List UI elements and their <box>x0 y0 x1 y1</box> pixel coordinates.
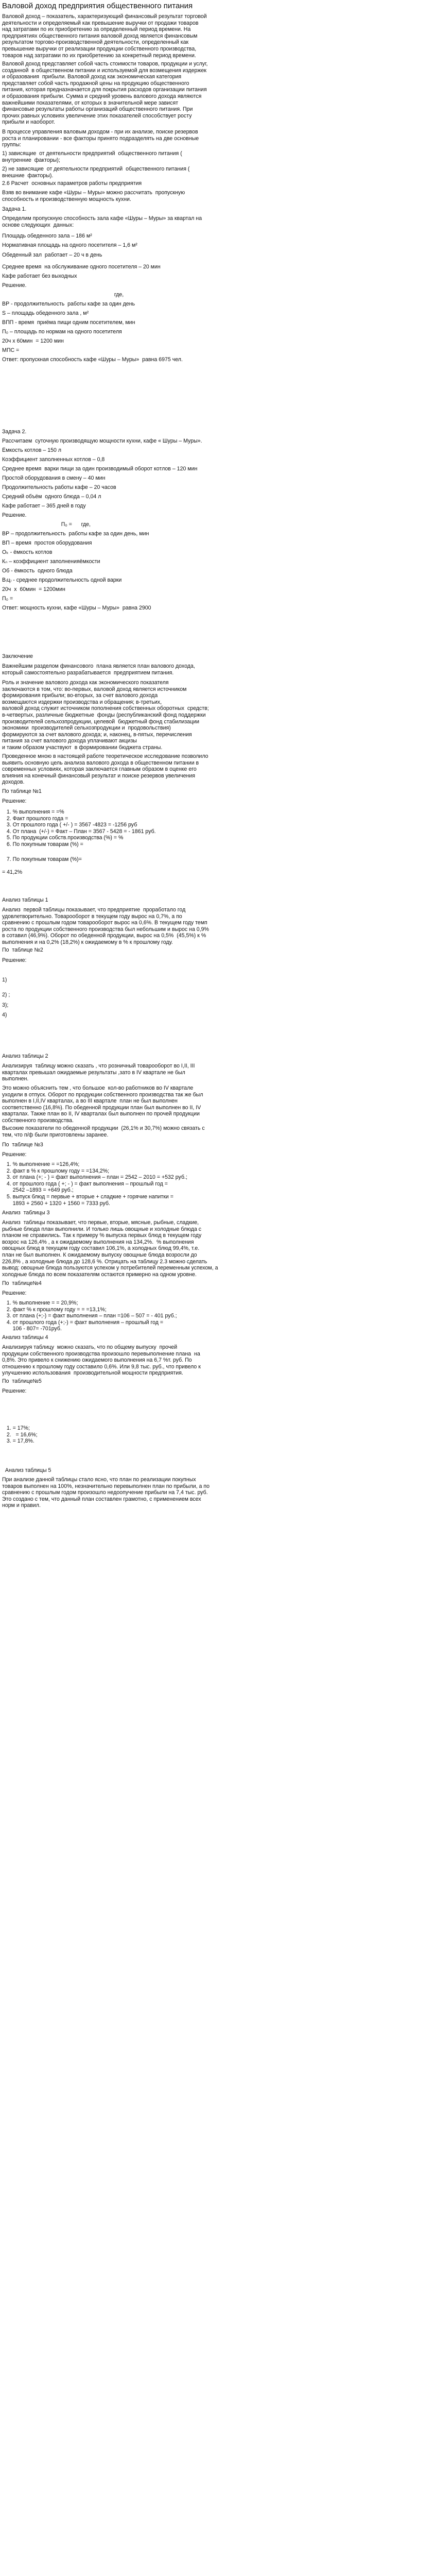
paragraph <box>2 282 434 289</box>
text-line: 3. От прошлого года ( +/- ) = 3567 -4823 = -1256 руб <box>2 822 137 828</box>
text-line: Важнейшим разделом финансового плана является план валового дохода, <box>2 663 195 669</box>
text-line: внутренние факторы); <box>2 157 60 163</box>
text-line: группы: <box>2 142 21 148</box>
text-line: план не был выполнен. К ожидаемому выпуску овощные блюда возросли до <box>2 1251 197 1258</box>
text-line: роста по продукции собственного производства был небольшим и вырос на 0,9% <box>2 926 209 933</box>
text-line: 4) <box>2 1012 7 1018</box>
paragraph <box>2 438 434 445</box>
text-line: и образования прибыли. Сумма и средний уровень валового дохода являются <box>2 93 202 99</box>
text-line: Среднее время на обслуживание одного посетителя – 20 мин <box>2 264 161 270</box>
text-line: S – площадь обеденного зала , м² <box>2 310 89 316</box>
text-line: Анализ таблицы показывает, что первые, вторые, мясные, рыбные, сладкие, <box>2 1219 199 1226</box>
paragraph <box>2 1151 434 1158</box>
text-line: 5. выпуск блюд = первые + вторые + сладкие + горячие напитки = <box>2 1193 173 1200</box>
text-line: Об - ёмкость одного блюда <box>2 568 73 574</box>
text-line: вывод: овощные блюда пользуются успехом у потребителей переменным успехом, а <box>2 1265 218 1272</box>
text-line: МПС = <box>2 347 20 353</box>
text-line: 1. % выполнение = = 20,9%; <box>2 1300 78 1306</box>
text-line: улучшению использования производительной мощности предприятия. <box>2 1370 183 1377</box>
text-line: Это создано с тем, что данный план составлен грамотно, с применением всех <box>2 1496 201 1502</box>
text-line: производителей сельхозпродукции, целевой бюджетный фонд стабилизации <box>2 718 200 725</box>
text-line: 3. = 17,8%. <box>2 1438 34 1445</box>
paragraph <box>2 357 434 363</box>
paragraph <box>2 540 434 547</box>
text-line: прочих равных условиях увеличение этих показателей способствует росту <box>2 112 192 119</box>
paragraph <box>2 273 434 280</box>
text-line: удовлетворительно. Товарооборот в текущем году вырос на 0,7%, а по <box>2 913 182 920</box>
text-line: Решение: <box>2 798 27 804</box>
paragraph <box>2 466 434 472</box>
text-line: экономики производителей сельхозпродукции и продовольствия) <box>2 725 171 732</box>
text-line: 4. От плана (+/-) = Факт – План = 3567 - 5428 = - 1861 руб. <box>2 828 156 835</box>
text-line: планом не справились. Так к примеру % выпуска первых блюд в текущем году <box>2 1232 202 1239</box>
text-line: основе следующих данных: <box>2 222 74 228</box>
text-line: Анализ таблицы 2 <box>2 1053 48 1059</box>
paragraph <box>2 512 434 519</box>
paragraph <box>2 215 434 228</box>
text-line: 2542 –1893 = +649 руб.; <box>2 1187 74 1194</box>
text-line: питания, которая предназначается для покрытия расходов организации питания <box>2 87 207 93</box>
text-line: важнейшими показателями, от которых в значительной мере зависят <box>2 99 179 106</box>
text-line: доходов. <box>2 779 25 786</box>
text-line: возрос на 126,4% , а к ожидаемому выполнения на 134,2%. % выполнения <box>2 1239 194 1245</box>
text-line: Рассчитаем суточную производящую мощности кухни, кафе « Шуры – Муры». <box>2 438 202 444</box>
text-line: 6. По покупным товарам (%) = <box>2 841 83 848</box>
text-line: ВПП - время приёма пищи одним посетителем, мин <box>2 319 135 326</box>
paragraph <box>2 180 434 187</box>
text-line: предприятиях общественного питания валовой доход является финансовым <box>2 32 198 39</box>
text-line: продукции собственного производства произошло перевыполнение плана на <box>2 1350 200 1357</box>
text-line: 4. от прошлого года (+;-) = факт выполнения – прошлый год = <box>2 1319 164 1326</box>
paragraph <box>2 1290 434 1297</box>
text-line: 2. = 16,6%; <box>2 1431 38 1438</box>
text-line: сравнению с прошлым годом товарооборот вырос на 0,6%. В текущем году темп <box>2 920 207 926</box>
text-line: 20ч х 60мин = 1200мин <box>2 586 65 592</box>
paragraph <box>2 1132 434 1139</box>
paragraph <box>2 856 434 863</box>
text-line: рыбные блюда план выполнили. И только лишь овощные и холодные блюда с <box>2 1226 202 1232</box>
text-line: П₀ = где, <box>2 521 91 528</box>
text-line: финансовые результаты работы организаций общественного питания. При <box>2 106 193 113</box>
paragraph <box>2 150 434 163</box>
text-line: 2) ; <box>2 992 10 998</box>
text-line: который самостоятельно разрабатывается предприятием питания. <box>2 669 174 676</box>
paragraph <box>2 568 434 574</box>
paragraph <box>2 521 434 528</box>
text-line: Решение: <box>2 957 27 963</box>
text-line: 3); <box>2 1002 9 1008</box>
text-line: Обеденный зал работает – 20 ч в день <box>2 252 102 258</box>
text-line: выполнен. <box>2 1076 29 1082</box>
text-line: созданной в общественном питании и используемой для возмещения издержек <box>2 67 207 74</box>
paragraph <box>2 558 434 565</box>
paragraph <box>2 13 434 59</box>
text-line: Анализируя таблицу можно сказать , что розничный товарооборот во I,II, III <box>2 1063 195 1069</box>
paragraph <box>2 992 434 998</box>
text-line: 4. от прошлого года ( +; - ) = факт выполнения – прошлый год = <box>2 1180 168 1187</box>
text-line: сравнению с прошлым годом произошло недоопучение прибыли на 7,4 тыс. руб. <box>2 1489 208 1496</box>
paragraph <box>2 1467 434 1474</box>
text-line: 1893 + 2560 + 1320 + 1560 = 7333 руб. <box>2 1200 110 1207</box>
text-line: отношению к прошлому году составило 0,6%. Или 9,8 тыс. руб., что привело к <box>2 1363 201 1370</box>
paragraph <box>2 264 434 270</box>
text-line: Анализ таблицы 1 <box>2 897 48 903</box>
text-line: 1. % выполнение = =126,4%; <box>2 1161 80 1167</box>
paragraph <box>2 319 434 326</box>
text-line: представляет собой часть продажной цены на продукцию общественного <box>2 80 189 87</box>
text-line: 1) <box>2 977 7 983</box>
paragraph <box>2 196 434 203</box>
text-line: По таблице №3 <box>2 1142 43 1148</box>
paragraph <box>2 653 434 660</box>
text-line: 7. По покупным товарам (%)= <box>2 856 82 862</box>
text-line: Определим пропускную способность зала кафе «Шуры – Муры» за квартал на <box>2 215 202 222</box>
paragraph <box>2 1002 434 1009</box>
text-line: Площадь обеденного зала – 186 м² <box>2 233 92 239</box>
text-line: Оₖ - ёмкость котлов <box>2 549 53 555</box>
paragraph <box>2 596 434 602</box>
text-line: ВР – продолжительность работы кафе за один день, мин <box>2 531 149 537</box>
text-line: собственного производства. <box>2 1117 74 1124</box>
text-line: 5. По продукции собств.производства (%) = % <box>2 835 124 841</box>
text-line: кварталах. Также план во II, IV кварталах был выполнен по прочей продукции <box>2 1111 200 1117</box>
text-line: Кафе работает без выходных <box>2 273 77 279</box>
paragraph <box>2 531 434 537</box>
paragraph <box>2 475 434 482</box>
text-line: В₍ц₎ - среднее продолжительность одной варки <box>2 577 122 583</box>
text-line: товаров над затратами по их приобретению за конкретный период времени. <box>2 52 196 59</box>
text-line: 0,8%. Это привело к снижению ожидаемого выполнения на 6,7 %т. руб. По <box>2 1357 192 1364</box>
text-line: Анализ таблицы 3 <box>2 1210 50 1216</box>
text-line: Ёмкость котлов – 150 л <box>2 447 62 453</box>
text-line: Роль и значение валового дохода как экономического показателя <box>2 680 169 686</box>
paragraph <box>2 809 434 848</box>
paragraph <box>2 129 434 148</box>
text-line: 1. % выполнения = =% <box>2 809 64 815</box>
text-line: Нормативная площадь на одного посетителя – 1,6 м² <box>2 242 137 248</box>
paragraph <box>2 798 434 805</box>
text-line: Анализ таблицы 4 <box>2 1334 48 1341</box>
text-line: Решение: <box>2 1151 27 1158</box>
text-line: Продолжительность работы кафе – 20 часов <box>2 484 116 490</box>
paragraph <box>2 1477 434 1509</box>
paragraph <box>2 907 434 946</box>
text-line: 1) зависящие от деятельности предприятий общественного питания ( <box>2 150 182 157</box>
paragraph <box>2 663 434 676</box>
text-line: Взяв во внимание кафе «Шуры – Муры» можно рассчитать пропускную <box>2 190 185 196</box>
text-line: Заключение <box>2 653 33 659</box>
text-line: деятельности и определяемый как превышение выручки от продажи товаров <box>2 20 199 26</box>
text-line: Решение: <box>2 1290 27 1296</box>
text-line: прибыли и наоборот. <box>2 119 55 126</box>
paragraph <box>2 897 434 904</box>
paragraph <box>2 1280 434 1287</box>
paragraph <box>2 549 434 556</box>
text-line: П₀ – площадь по нормам на одного посетителя <box>2 329 122 335</box>
paragraph <box>2 1378 434 1385</box>
text-line: ВП – время простоя оборудования <box>2 540 92 546</box>
text-line: = 41,2% <box>2 869 23 875</box>
paragraph <box>2 252 434 259</box>
text-line: превышение выручки от реализации продукции собственного производства, <box>2 45 197 52</box>
text-line: Валовой доход представляет собой часть стоимости товаров, продукции и услуг, <box>2 61 208 67</box>
text-line: уходили в отпуск. Оборот по продукции собственного производства так же был <box>2 1091 203 1098</box>
text-line: внешние факторы). <box>2 172 54 179</box>
text-line: 3. от плана (+;-) = факт выполнения – план =106 – 507 = - 401 руб.; <box>2 1313 177 1319</box>
text-line: овощных блюд в текущем году составил 106,1%, а холодных блюд 99,4%, т.е. <box>2 1245 200 1252</box>
text-line: 20ч х 60мин = 1200 мин <box>2 338 64 344</box>
paragraph <box>2 447 434 454</box>
paragraph <box>2 1125 434 1132</box>
text-line: в сотавил (46,9%). Оборот по обеденной продукции, вырос на 0,5% (45,5%) к % <box>2 933 206 939</box>
paragraph <box>2 310 434 317</box>
paragraph <box>2 1085 434 1124</box>
paragraph <box>2 456 434 463</box>
text-line: Анализируя таблицу можно сказать, что по общему выпуску прочей <box>2 1344 178 1350</box>
paragraph <box>2 753 434 786</box>
text-line: 2. факт % к прошлому году = = =13,1%; <box>2 1306 107 1313</box>
paragraph <box>2 242 434 249</box>
paragraph <box>2 494 434 500</box>
paragraph <box>2 1210 434 1216</box>
text-line: заключаются в том, что: во-первых, валовой доход является источником <box>2 686 187 692</box>
paragraph <box>2 292 434 298</box>
paragraph <box>2 1053 434 1060</box>
text-line: в-четвертых, различные бюджетные фонды (республиканский фонд поддержки <box>2 711 206 718</box>
paragraph <box>2 503 434 510</box>
text-line: результатом торгово-производственной деятельности, определенный как <box>2 39 189 46</box>
text-line: выполнения и на 0,2% (18,2%) к ожидаемому в % к прошлому году. <box>2 939 173 945</box>
text-line: Решение: <box>2 1388 27 1394</box>
text-line: способность и производственную мощность кухни. <box>2 196 131 202</box>
paragraph <box>2 61 434 126</box>
text-line: 106 - 807= -701руб. <box>2 1326 62 1332</box>
paragraph <box>2 577 434 584</box>
text-line: влияния на конечный финансовый результат и поиске резервов увеличения <box>2 772 195 779</box>
text-line: формируются за счет валового дохода; и, наконец, в-пятых, перечисления <box>2 731 192 738</box>
text-line: питания за счет валового дохода уплачивают акцизы <box>2 738 137 744</box>
paragraph <box>2 206 434 213</box>
text-line: товаров выполнен на 100%, незначительно перевыполнен план по прибыли, а по <box>2 1483 210 1489</box>
paragraph <box>2 301 434 308</box>
text-line: По таблице№4 <box>2 1280 42 1286</box>
text-line: Задача 2. <box>2 429 27 435</box>
paragraph <box>2 957 434 964</box>
text-line: П₀ = <box>2 596 13 602</box>
text-line: ВР - продолжительность работы кафе за один день <box>2 301 135 307</box>
paragraph <box>2 1425 434 1445</box>
text-line: Высокие показатели по обеденной продукции (26,1% и 30,7%) можно связать с <box>2 1125 205 1131</box>
paragraph <box>2 329 434 335</box>
text-line: Средний объём одного блюда – 0,04 л <box>2 494 101 500</box>
text-line: 2) не зависящие от деятельности предприятий общественного питания ( <box>2 166 190 172</box>
text-line: кварталах превышал ожидаемые результаты ,зато в IV квартале не был <box>2 1069 185 1076</box>
text-line: По таблице№5 <box>2 1378 42 1384</box>
text-line: По таблице №1 <box>2 788 42 794</box>
text-line: и таким образом участвуют в формировании бюджета страны. <box>2 744 163 751</box>
text-line: 2. факт в % к прошлому году = =134,2%; <box>2 1167 110 1174</box>
text-line: над затратами по их приобретению за определенный период времени. На <box>2 26 191 33</box>
paragraph <box>2 166 434 179</box>
text-line: Простой оборудования в смену – 40 мин <box>2 475 106 481</box>
text-line: Решение. <box>2 512 27 518</box>
text-line: 1. = 17%; <box>2 1425 30 1431</box>
text-line: соответственно (16,8%). По обеденной продукции план был выполнен во II, IV <box>2 1104 201 1111</box>
paragraph <box>2 338 434 345</box>
page-title: Валовой доход предприятия общественного питания <box>2 2 193 10</box>
text-line: Анализ таблицы 5 <box>2 1467 51 1473</box>
paragraph <box>2 977 434 984</box>
text-line: норм и правил. <box>2 1502 41 1509</box>
text-line: 3. от плана (+; - ) = факт выполнения – план = 2542 – 2010 = +532 руб.; <box>2 1174 187 1181</box>
text-line: Среднее время варки пищи за один производимый оборот котлов – 120 мин <box>2 466 198 472</box>
paragraph <box>2 947 434 954</box>
paragraph <box>2 605 434 612</box>
text-line: валовой доход служит источником пополнения собственных оборотных средств; <box>2 705 209 712</box>
text-line: Задача 1. <box>2 206 27 212</box>
text-line: Ответ: мощность кухни, кафе «Шуры – Муры» равна 2900 <box>2 605 151 611</box>
paragraph <box>2 1344 434 1377</box>
text-line: Коэффициент заполненных котлов – 0,8 <box>2 456 105 463</box>
paragraph <box>2 1142 434 1148</box>
paragraph <box>2 429 434 435</box>
paragraph <box>2 347 434 354</box>
paragraph <box>2 1300 434 1332</box>
text-line: Валовой доход – показатель, характеризующий финансовый результат торговой <box>2 13 207 20</box>
paragraph <box>2 1063 434 1082</box>
paragraph <box>2 788 434 795</box>
text-line: 226,8% , а холодные блюда до 128,6 %. Отрицать на таблицу 2.3 можно сделать <box>2 1258 207 1265</box>
paragraph <box>2 1334 434 1341</box>
text-line: где, <box>2 292 124 298</box>
text-line: Кₙ – коэффициент заполненияёмкости <box>2 558 100 565</box>
text-line: Анализ первой таблицы показывает, что предприятие проработало год <box>2 907 186 913</box>
text-line: По таблице №2 <box>2 947 43 953</box>
text-line: выполнен в I,II,IV кварталах, а во III квартале план не был выполнен <box>2 1098 178 1105</box>
text-line: Это можно объяснить тем , что большое кол-во работников во IV квартале <box>2 1085 194 1091</box>
text-line: В процессе управления валовым доходом - при их анализе, поиске резервов <box>2 129 198 135</box>
paragraph <box>2 233 434 240</box>
paragraph <box>2 680 434 751</box>
text-line: роста и планировании - все факторы принято подразделять на две основные <box>2 135 199 142</box>
text-line: современных условиях, которая заключается главным образом в оценке его <box>2 766 197 773</box>
paragraph <box>2 1012 434 1019</box>
text-line: Проведенное мною в настоящей работе теоретическое исследование позволило <box>2 753 208 759</box>
text-line: холодные блюда по всем показателям остаются примерно на одном уровне. <box>2 1271 197 1278</box>
text-line: формирования прибыли; во-вторых, за счет валового дохода <box>2 692 158 699</box>
text-line: и образования прибыли. Валовой доход как экономическая категория <box>2 74 182 80</box>
text-line: 2.6 Расчет основных параметров работы предприятия <box>2 180 142 187</box>
text-line: тем, что п/ф были приготовлены заранее. <box>2 1132 109 1138</box>
paragraph <box>2 586 434 593</box>
text-line: выявить основную цель анализа валового дохода в общественном питании в <box>2 759 199 766</box>
paragraph <box>2 1161 434 1207</box>
paragraph <box>2 869 434 876</box>
paragraph <box>2 190 434 196</box>
text-line: Кафе работает – 365 дней в году <box>2 503 86 509</box>
text-line: возмещаются издержки производства и обращения; в-третьих, <box>2 699 162 705</box>
paragraph <box>2 1388 434 1395</box>
text-line: Ответ: пропускная способность кафе «Шуры – Муры» равна 6975 чел. <box>2 357 183 363</box>
text-line: Решение. <box>2 282 27 289</box>
paragraph <box>2 1219 434 1278</box>
text-line: При анализе данной таблицы стало ясно, что план по реализации покупных <box>2 1477 196 1483</box>
text-line: 2. Факт прошлого года = <box>2 815 68 822</box>
paragraph <box>2 484 434 491</box>
